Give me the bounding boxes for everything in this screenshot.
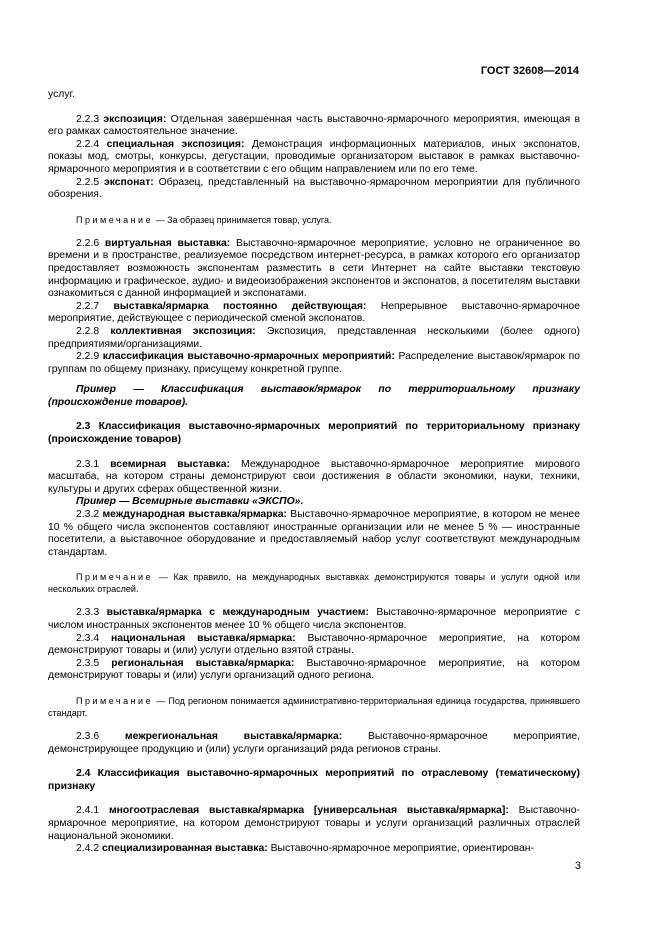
definition-2-3-5: 2.3.5 региональная выставка/ярмарка: Выставочно-ярмарочное мероприятие, на котором демонстрируют товары и (или) услуги организаций одного региона. — [48, 657, 580, 682]
page-number: 3 — [574, 860, 581, 872]
definition-2-4-1: 2.4.1 многоотраслевая выставка/ярмарка [универсальная выставка/ярмарка]: Выставочно-ярмарочное мероприятие, на котором демонстрируют товары и услуги организаций различных отраслей национальной экономики. — [48, 805, 581, 842]
definition-2-3-4: 2.3.4 национальная выставка/ярмарка: Выставочно-ярмарочное мероприятие, на котором демонстрируют товары и (или) услуги отдельно взятой страны. — [48, 632, 580, 657]
example-2: Пример — Всемирные выставки «ЭКСПО». — [76, 496, 304, 508]
definition-2-4-2: 2.4.2 специализированная выставка: Выставочно-ярмарочное мероприятие, ориентирован- — [76, 843, 534, 855]
definition-2-2-9: 2.2.9 классификация выставочно-ярмарочных мероприятий: Распределение выставок/ярмарок по группам по общему признаку, присущему конкретной группе. — [48, 351, 581, 375]
document-code: ГОСТ 32608—2014 — [480, 65, 579, 77]
section-heading-2-3: 2.3 Классификация выставочно-ярмарочных мероприятий по территориальному признаку (происхождение товаров) — [48, 421, 580, 446]
definition-2-2-5: 2.2.5 экспонат: Образец, представленный на выставочно-ярмарочном мероприятии для публичного обозрения. — [48, 176, 580, 201]
definition-2-3-6: 2.3.6 межрегиональная выставка/ярмарка: Выставочно-ярмарочное мероприятие, демонстрирующее продукцию и (или) услуги организаций ряда регионов страны. — [48, 730, 581, 755]
definition-2-3-1: 2.3.1 всемирная выставка: Международное выставочно-ярмарочное мероприятие мирового масштаба, на котором страны демонстрируют свои достижения в области экономики, науки, техники, культуры и других сферах общественной жизни. — [48, 458, 580, 495]
section-heading-2-4: 2.4 Классификация выставочно-ярмарочных мероприятий по отраслевому (тематическому) признаку — [48, 768, 580, 792]
definition-2-2-3: 2.2.3 экспозиция: Отдельная завершенная часть выставочно-ярмарочного мероприятия, имеющая в его рамках самостоятельное значение. — [48, 113, 580, 138]
definition-2-2-6: 2.2.6 виртуальная выставка: Выставочно-ярмарочное мероприятие, условно не ограниченное во времени и в пространстве, реализуемое посредством интернет-ресурса, в рамках которого его организатор предоставляет возможность экспонентам разместить в сети Интернет на сайте выставки текстовую информацию и графическое, аудио- и видеоизображения экспонентов и экспонатов, а посетителям выставки ознакомиться с данной информацией и экспонатами. — [48, 237, 581, 300]
paragraph-continuation: услуг. — [48, 89, 75, 100]
definition-2-3-2: 2.3.2 международная выставка/ярмарка: Выставочно-ярмарочное мероприятие, в котором не менее 10 % общего числа экспонентов составляют иностранные организации или не менее 5 % — иностранные посетители, а выставочное оборудование и предоставляемый набор услуг соответствуют международным стандартам. — [48, 509, 580, 558]
page-body — [48, 89, 580, 856]
definition-2-3-3: 2.3.3 выставка/ярмарка с международным участием: Выставочно-ярмарочное мероприятие с числом иностранных экспонентов менее 10 % общего числа экспонентов. — [48, 607, 580, 631]
definition-2-2-8: 2.2.8 коллективная экспозиция: Экспозиция, представленная несколькими (более одного) предприятиями/организациями. — [48, 325, 581, 350]
definition-2-2-4: 2.2.4 специальная экспозиция: Демонстрация информационных материалов, иных экспонатов, показы мод, смотры, конкурсы, дегустации, проводимые организатором выставок в рамках выставочно-ярмарочного мероприятия и в соответствии с его общим направлением или по его теме. — [48, 138, 580, 175]
note-2: Примечание — Как правило, на международных выставках демонстрируются товары и услуги одной или нескольких отраслей. — [48, 572, 580, 595]
note-1: Примечание — За образец принимается товар, услуга. — [76, 214, 332, 225]
example-1: Пример — Классификация выставок/ярмарок по территориальному признаку (происхождение товаров). — [48, 384, 580, 408]
definition-2-2-7: 2.2.7 выставка/ярмарка постоянно действующая: Непрерывное выставочно-ярмарочное мероприятие, действующее с периодической сменой экспонатов. — [48, 300, 580, 325]
note-3: Примечание — Под регионом понимается административно-территориальная единица государства, принявшего стандарт. — [48, 695, 580, 718]
